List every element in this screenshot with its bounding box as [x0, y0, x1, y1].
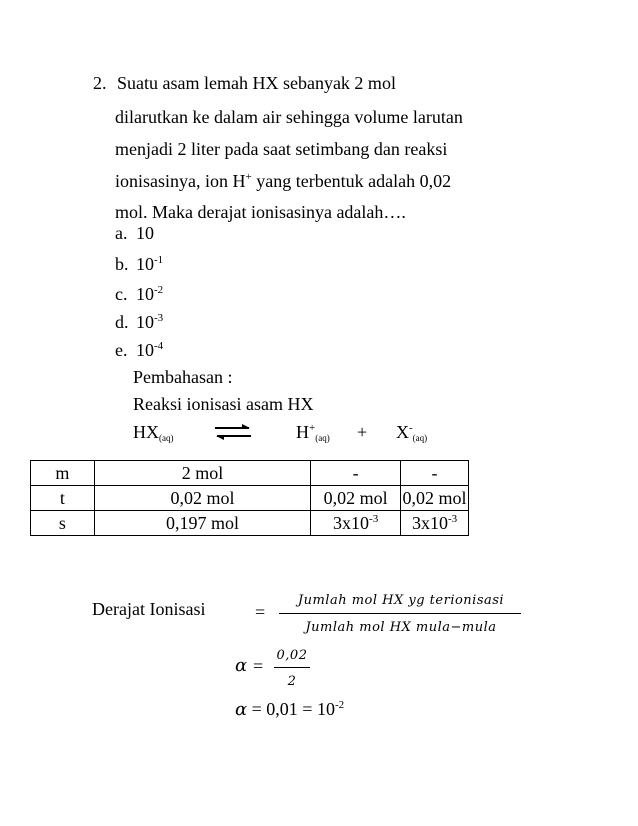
cell-h [311, 511, 401, 536]
discussion-heading: Pembahasan : [133, 367, 233, 387]
fraction-2-bar [274, 667, 310, 668]
cell-x [401, 511, 469, 536]
option-value: 10 [136, 254, 154, 274]
option-letter: c. [115, 284, 128, 304]
question-line-5: mol. Maka derajat ionisasinya adalah…. [115, 202, 406, 222]
mrs-table [30, 460, 469, 536]
reactant [133, 421, 174, 443]
question-number: 2. [93, 73, 107, 93]
reaction-title: Reaksi ionisasi asam HX [133, 394, 314, 414]
cell-h-base: 3x10 [333, 513, 370, 533]
option-b[interactable] [115, 253, 163, 275]
question-line-4-post: yang terbentuk adalah 0,02 [251, 171, 452, 191]
product-h-symbol: H [296, 422, 309, 442]
product-x-charge: - [409, 422, 413, 434]
cell-h: - [311, 461, 401, 486]
option-letter: b. [115, 254, 129, 274]
option-letter: d. [115, 312, 129, 332]
fraction-2-denominator: 2 [287, 674, 297, 689]
product-h-charge: + [309, 422, 316, 434]
product-x-symbol: X [396, 422, 409, 442]
question-line-4 [115, 170, 451, 192]
row-label: m [31, 461, 95, 486]
option-c[interactable] [115, 283, 163, 305]
option-a[interactable] [115, 222, 154, 244]
fraction-denominator: Jumlah mol HX mula−mula [305, 620, 497, 635]
equilibrium-arrows-icon [214, 424, 252, 440]
cell-x: - [401, 461, 469, 486]
product-h [296, 421, 330, 443]
option-exponent: -4 [154, 340, 164, 352]
option-value: 10 [136, 312, 154, 332]
cell-x-exp: -3 [447, 513, 458, 525]
result-value: = 0,01 = 10 [247, 699, 335, 719]
option-letter: e. [115, 340, 128, 360]
cell-x-base: 3x10 [411, 513, 448, 533]
cell-hx: 0,02 mol [94, 486, 310, 511]
reactant-state: (aq) [159, 433, 174, 443]
row-label: t [31, 486, 95, 511]
option-value: 10 [136, 284, 154, 304]
cell-hx: 0,197 mol [94, 511, 310, 536]
option-exponent: -2 [154, 284, 164, 296]
fraction-2-numerator: 0,02 [276, 648, 308, 663]
option-e[interactable] [115, 339, 163, 361]
option-letter: a. [115, 223, 128, 243]
result-alpha: α [235, 699, 248, 720]
product-x-state: (aq) [412, 433, 428, 443]
reaction-plus: + [357, 422, 368, 442]
alpha-equals: = [253, 656, 264, 676]
question-line-2: dilarutkan ke dalam air sehingga volume larutan [115, 107, 463, 127]
fraction-bar [279, 613, 521, 614]
cell-h-exp: -3 [369, 513, 379, 525]
ionization-result [235, 698, 344, 721]
question-line-1: Suatu asam lemah HX sebanyak 2 mol [117, 73, 396, 93]
product-h-state: (aq) [315, 433, 330, 443]
cell-x: 0,02 mol [401, 486, 469, 511]
fraction-numerator: Jumlah mol HX yg terionisasi [297, 593, 505, 608]
alpha-symbol: α [235, 655, 248, 676]
cell-h: 0,02 mol [311, 486, 401, 511]
question-line-4-pre: ionisasinya, ion H [115, 171, 246, 191]
option-value: 10 [136, 223, 154, 243]
ionization-label: Derajat Ionisasi [92, 599, 206, 619]
result-exponent: -2 [334, 699, 345, 711]
option-exponent: -3 [154, 312, 164, 324]
option-exponent: -1 [154, 254, 164, 266]
table-row [31, 511, 469, 536]
option-d[interactable] [115, 311, 163, 333]
cell-hx: 2 mol [94, 461, 310, 486]
row-label: s [31, 511, 95, 536]
product-x [396, 421, 427, 443]
table-row [31, 486, 469, 511]
ionization-equals: = [255, 602, 266, 622]
h-plus-charge: + [245, 171, 252, 183]
reactant-formula: HX [133, 422, 159, 442]
question-line-3: menjadi 2 liter pada saat setimbang dan reaksi [115, 139, 448, 159]
table-row [31, 461, 469, 486]
option-value: 10 [136, 340, 154, 360]
